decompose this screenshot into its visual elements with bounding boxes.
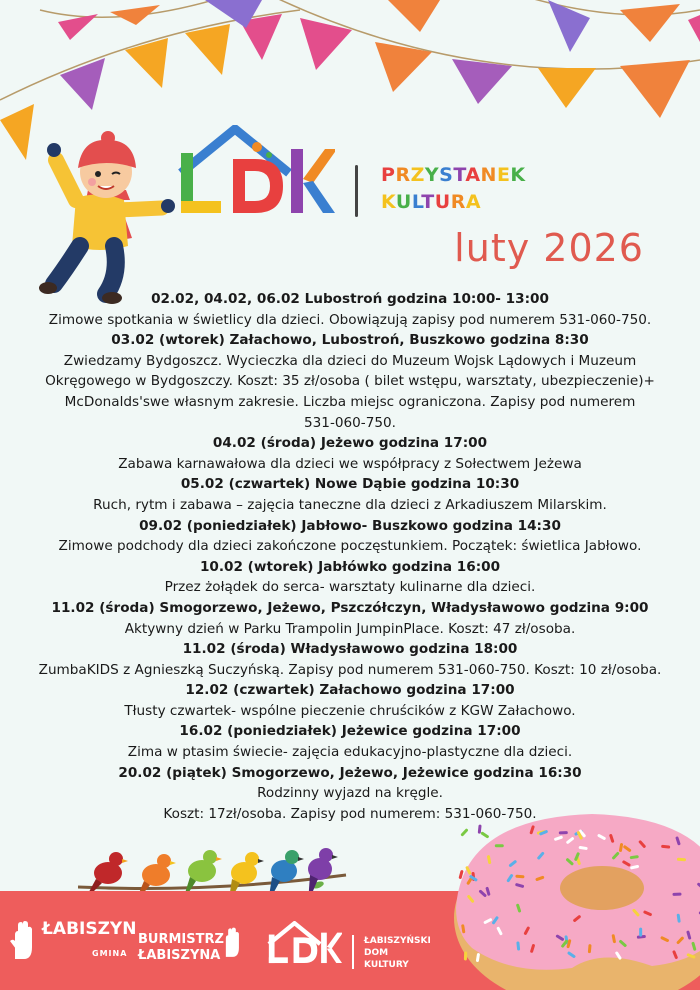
sprinkle <box>480 831 489 838</box>
event-description: Zimowe podchody dla dzieci zakończone poczęstunkiem. Początek: świetlica Jabłowo. <box>58 538 642 555</box>
event-heading: 16.02 (poniedziałek) Jeżewice godzina 17:00 <box>179 723 521 740</box>
sprinkle <box>495 844 504 847</box>
event-heading: 11.02 (środa) Smogorzewo, Jeżewo, Pszczółczyn, Władysławowo godzina 9:00 <box>51 599 649 616</box>
event-item <box>20 557 680 598</box>
event-description: Aktywny dzień w Parku Trampolin JumpinPlace. Koszt: 47 zł/osoba. <box>124 620 576 637</box>
logo-divider <box>355 165 358 217</box>
event-description: McDonalds'swe własnym zakresie. Liczba miejsc ograniczona. Zapisy pod numerem <box>64 393 636 410</box>
event-item <box>20 598 680 639</box>
event-heading: 02.02, 04.02, 06.02 Lubostroń godzina 10:00- 13:00 <box>151 291 549 307</box>
labiszyn-label: ŁABISZYN <box>42 919 137 939</box>
event-heading: 05.02 (czwartek) Nowe Dąbie godzina 10:30 <box>180 476 520 493</box>
event-description: 531-060-750. <box>304 414 396 431</box>
event-heading: 11.02 (środa) Władysławowo godzina 18:00 <box>182 641 518 658</box>
event-description: Zwiedzamy Bydgoszcz. Wycieczka dla dzieci do Muzeum Wojsk Lądowych i Muzeum <box>63 352 637 369</box>
kid-illustration <box>36 128 186 313</box>
gmina-label: GMINA <box>92 949 128 958</box>
event-schedule <box>20 289 680 824</box>
donut-illustration <box>452 808 700 990</box>
burmistrz-label: BURMISTRZ <box>138 932 224 947</box>
sprinkle <box>672 893 681 896</box>
event-heading: 09.02 (poniedziałek) Jabłowo- Buszkowo godzina 14:30 <box>139 517 561 534</box>
event-heading: 04.02 (środa) Jeżewo godzina 17:00 <box>212 435 488 452</box>
event-item <box>20 721 680 762</box>
dom-kultury-line3: KULTURY <box>364 960 409 970</box>
hand-emblem-icon <box>10 921 36 961</box>
sprinkle <box>464 951 467 960</box>
sprinkle <box>460 828 468 837</box>
event-description: Okręgowego w Bydgoszczy. Koszt: 35 zł/osoba ( bilet wstępu, warsztaty, ubezpieczenie)+ <box>45 373 655 390</box>
event-description: Koszt: 17zł/osoba. Zapisy pod numerem: 531-060-750. <box>163 805 537 822</box>
event-description: Zima w ptasim świecie- zajęcia edukacyjno-plastyczne dla dzieci. <box>127 744 573 761</box>
event-description: Ruch, rytm i zabawa – zajęcia taneczne dla dzieci z Arkadiuszem Milarskim. <box>93 496 607 513</box>
ldk-house-logo <box>175 125 335 225</box>
dom-kultury-line2: DOM <box>364 948 389 958</box>
footer-divider <box>352 935 354 969</box>
tagline-line2: KULTURA <box>381 191 482 213</box>
ldk-logo-white <box>266 921 342 969</box>
event-description: Rodzinny wyjazd na kręgle. <box>257 785 443 802</box>
event-description: Tłusty czwartek- wspólne pieczenie chruścików z KGW Załachowo. <box>124 702 576 719</box>
event-description: Zabawa karnawałowa dla dzieci we współpracy z Sołectwem Jeżewa <box>118 455 582 472</box>
month-title: luty 2026 <box>454 226 644 270</box>
event-item <box>20 639 680 680</box>
event-description: Zimowe spotkania w świetlicy dla dzieci. Obowiązują zapisy pod numerem 531-060-750. <box>48 311 652 328</box>
event-item <box>20 474 680 515</box>
labiszyna-label: ŁABISZYNA <box>138 948 221 963</box>
event-item <box>20 680 680 721</box>
event-item <box>20 433 680 474</box>
event-item <box>20 289 680 330</box>
sprinkle <box>639 928 642 937</box>
event-heading: 03.02 (wtorek) Załachowo, Lubostroń, Buszkowo godzina 8:30 <box>111 332 589 349</box>
sprinkle <box>677 858 686 862</box>
sprinkle <box>559 831 568 834</box>
event-heading: 10.02 (wtorek) Jabłówko godzina 16:00 <box>199 558 501 575</box>
event-description: Przez żołądek do serca- warsztaty kulinarne dla dzieci. <box>164 579 536 596</box>
dom-kultury-line1: ŁABISZYŃSKI <box>364 936 431 946</box>
event-heading: 20.02 (piątek) Smogorzewo, Jeżewo, Jeżewice godzina 16:30 <box>118 764 582 781</box>
event-item <box>20 516 680 557</box>
tagline-line1: PRZYSTANEK <box>381 164 526 186</box>
sprinkle <box>478 825 482 834</box>
event-item <box>20 330 680 433</box>
event-heading: 12.02 (czwartek) Załachowo godzina 17:00 <box>185 682 515 699</box>
event-description: ZumbaKIDS z Agnieszką Suczyńską. Zapisy pod numerem 531-060-750. Koszt: 10 zł/osoba. <box>38 661 662 678</box>
hand-emblem-icon-2 <box>222 926 242 960</box>
